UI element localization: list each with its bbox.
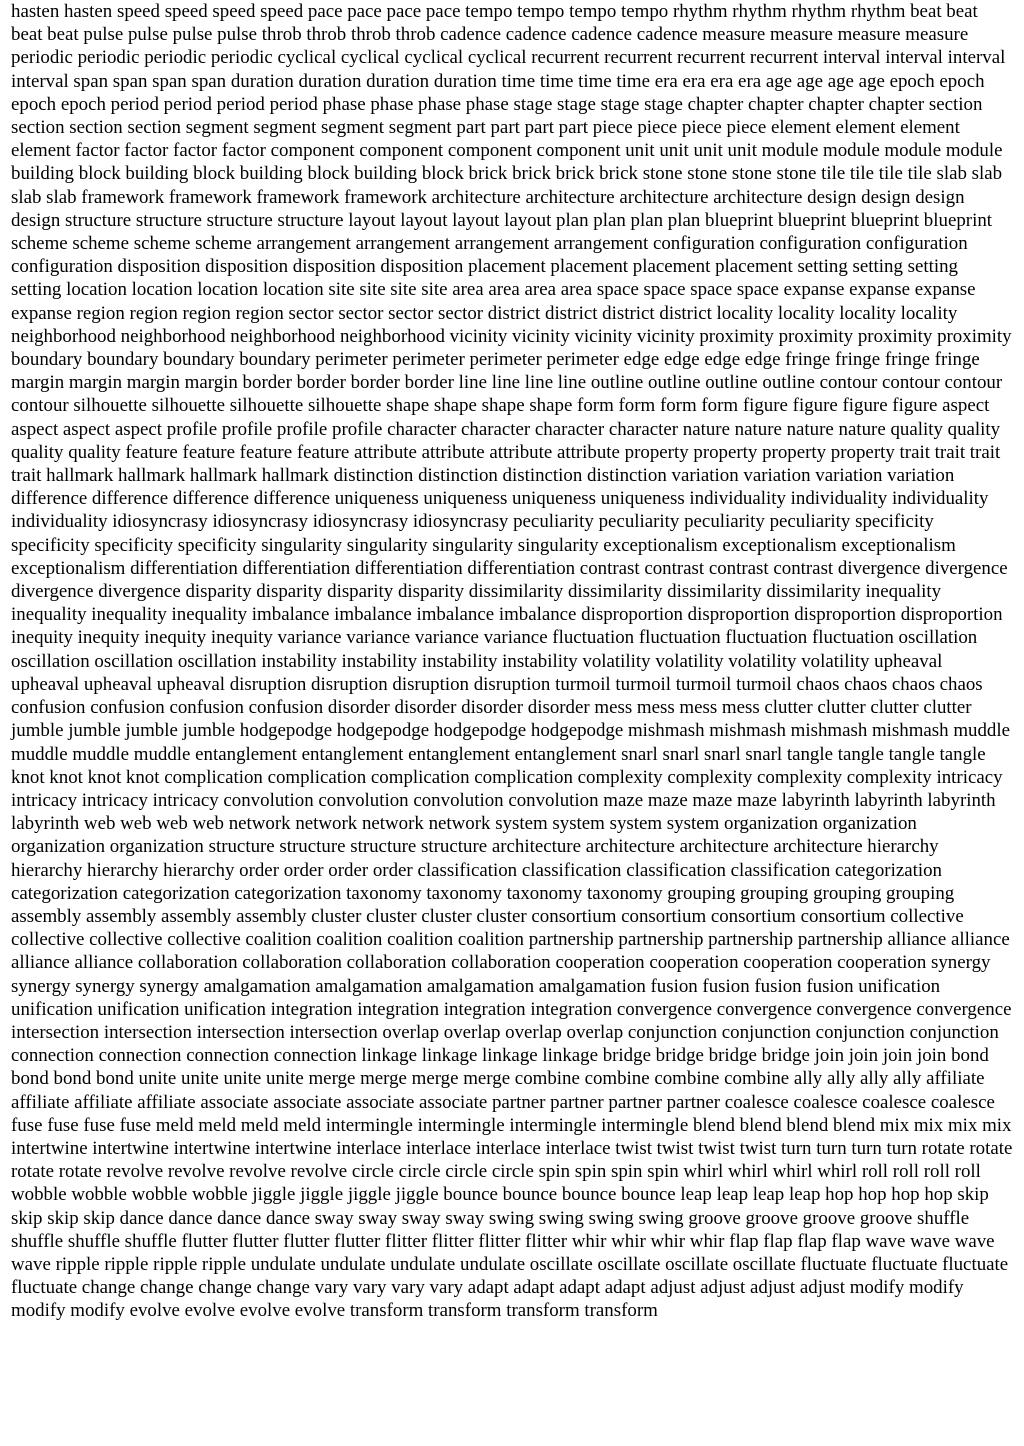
body-paragraph: hasten hasten speed speed speed speed pace pace pace pace tempo tempo tempo tempo rhythm rhythm rhythm rhythm beat beat beat beat pulse pulse pulse pulse throb throb throb throb cadence cadence cadence cadence measure measure measure measure periodic periodic periodic periodic cyclical cyclical cyclical cyclical recurrent recurrent recurrent recurrent interval interval interval interval span span span span duration duration duration duration time time time time era era era era age age age age epoch epoch epoch epoch period period period period phase phase phase phase stage stage stage stage chapter chapter chapter chapter section section section section segment segment segment segment part part part part piece piece piece piece element element element element factor factor factor factor component component component component unit unit unit unit module module module module building block building block building block building block brick brick brick brick stone stone stone stone tile tile tile tile slab slab slab slab framework framework framework framework architecture architecture architecture architecture design design design design structure structure structure structure layout layout layout layout plan plan plan plan blueprint blueprint blueprint blueprint scheme scheme scheme scheme arrangement arrangement arrangement arrangement configuration configuration configuration configuration disposition disposition disposition disposition placement placement placement placement setting setting setting setting location location location location site site site site area area area area space space space space expanse expanse expanse expanse region region region region sector sector sector sector district district district district locality locality locality locality neighborhood neighborhood neighborhood neighborhood vicinity vicinity vicinity vicinity proximity proximity proximity proximity boundary boundary boundary boundary perimeter perimeter perimeter perimeter edge edge edge edge fringe fringe fringe fringe margin margin margin margin border border border border line line line line outline outline outline outline contour contour contour contour silhouette silhouette silhouette silhouette shape shape shape shape form form form form figure figure figure figure aspect aspect aspect aspect profile profile profile profile character character character character nature nature nature nature quality quality quality quality feature feature feature feature attribute attribute attribute attribute property property property property trait trait trait trait hallmark hallmark hallmark hallmark distinction distinction distinction distinction variation variation variation variation difference difference difference difference uniqueness uniqueness uniqueness uniqueness individuality individuality individuality individuality idiosyncrasy idiosyncrasy idiosyncrasy idiosyncrasy peculiarity peculiarity peculiarity peculiarity specificity specificity specificity specificity singularity singularity singularity singularity exceptionalism exceptionalism exceptionalism exceptionalism differentiation differentiation differentiation differentiation contrast contrast contrast contrast divergence divergence divergence divergence disparity disparity disparity disparity dissimilarity dissimilarity dissimilarity dissimilarity inequality inequality inequality inequality imbalance imbalance imbalance imbalance disproportion disproportion disproportion disproportion inequity inequity inequity inequity variance variance variance variance fluctuation fluctuation fluctuation fluctuation oscillation oscillation oscillation oscillation instability instability instability instability volatility volatility volatility volatility upheaval upheaval upheaval upheaval disruption disruption disruption disruption turmoil turmoil turmoil turmoil chaos chaos chaos chaos confusion confusion confusion confusion disorder disorder disorder disorder mess mess mess mess clutter clutter clutter clutter jumble jumble jumble jumble hodgepodge hodgepodge hodgepodge hodgepodge mishmash mishmash mishmash mishmash muddle muddle muddle muddle entanglement entanglement entanglement entanglement snarl snarl snarl snarl tangle tangle tangle tangle knot knot knot knot complication complication complication complication complexity complexity complexity complexity intricacy intricacy intricacy intricacy convolution convolution convolution convolution maze maze maze maze labyrinth labyrinth labyrinth labyrinth web web web web network network network network system system system system organization organization organization organization structure structure structure structure architecture architecture architecture architecture hierarchy hierarchy hierarchy hierarchy order order order order classification classification classification classification categorization categorization categorization categorization taxonomy taxonomy taxonomy taxonomy grouping grouping grouping grouping assembly assembly assembly assembly cluster cluster cluster cluster consortium consortium consortium consortium collective collective collective collective coalition coalition coalition coalition partnership partnership partnership partnership alliance alliance alliance alliance collaboration collaboration collaboration collaboration cooperation cooperation cooperation cooperation synergy synergy synergy synergy amalgamation amalgamation amalgamation amalgamation fusion fusion fusion fusion unification unification unification unification integration integration integration integration convergence convergence convergence convergence intersection intersection intersection intersection overlap overlap overlap overlap conjunction conjunction conjunction conjunction connection connection connection connection linkage linkage linkage linkage bridge bridge bridge bridge join join join join bond bond bond bond unite unite unite unite merge merge merge merge combine combine combine combine ally ally ally ally affiliate affiliate affiliate affiliate associate associate associate associate partner partner partner partner coalesce coalesce coalesce coalesce fuse fuse fuse fuse meld meld meld meld intermingle intermingle intermingle intermingle blend blend blend blend mix mix mix mix intertwine intertwine intertwine intertwine interlace interlace interlace interlace twist twist twist twist turn turn turn turn rotate rotate rotate rotate revolve revolve revolve revolve circle circle circle circle spin spin spin spin whirl whirl whirl whirl roll roll roll roll wobble wobble wobble wobble jiggle jiggle jiggle jiggle bounce bounce bounce bounce leap leap leap leap hop hop hop hop skip skip skip skip dance dance dance dance sway sway sway sway swing swing swing swing groove groove groove groove shuffle shuffle shuffle shuffle flutter flutter flutter flutter flitter flitter flitter flitter whir whir whir whir flap flap flap flap wave wave wave wave ripple ripple ripple ripple undulate undulate undulate undulate oscillate oscillate oscillate oscillate fluctuate fluctuate fluctuate fluctuate change change change change vary vary vary vary adapt adapt adapt adapt adjust adjust adjust adjust modify modify modify modify evolve evolve evolve evolve transform transform transform transform: [11, 1, 1013, 1322]
